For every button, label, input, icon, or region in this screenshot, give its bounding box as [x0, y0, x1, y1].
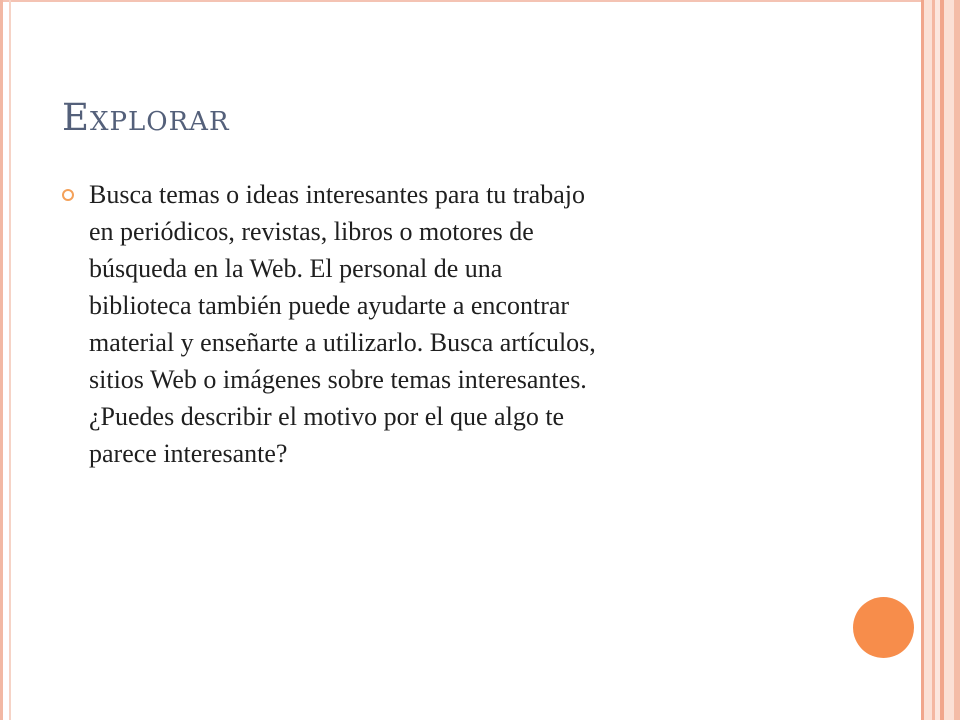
decorative-circle-icon — [853, 597, 914, 658]
bullet-item — [62, 176, 842, 472]
bullet-list — [62, 176, 842, 472]
frame-left-inner-line — [9, 0, 11, 720]
bullet-circle-icon — [62, 189, 74, 201]
right-stripe — [944, 0, 954, 720]
right-stripe — [954, 0, 960, 720]
slide-title: Explorar — [62, 96, 230, 139]
right-stripe — [924, 0, 932, 720]
bullet-text: Busca temas o ideas interesantes para tu trabajo en periódicos, revistas, libros o motores de búsqueda en la Web. El personal de una biblioteca también puede ayudarte a encontrar material y enseñarte a utilizarlo. Busca artículos, sitios Web o imágenes sobre temas interesantes. ¿Puedes describir el motivo por el que algo te parece interesante? — [89, 180, 596, 468]
frame-top-line — [0, 0, 921, 2]
frame-left-outer-line — [0, 0, 3, 720]
